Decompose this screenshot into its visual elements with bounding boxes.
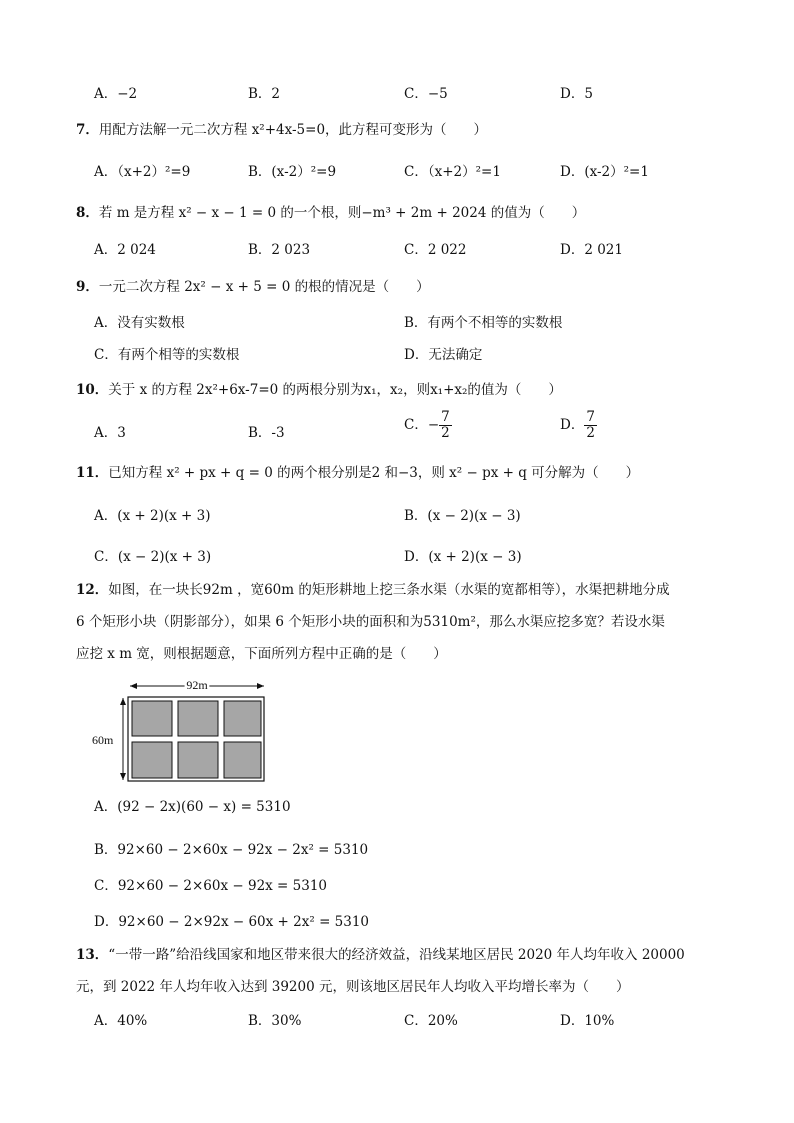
q12-option-b: B．92×60 − 2×60x − 92x − 2x² = 5310 [94,842,369,858]
q9-stem [76,275,430,295]
q10-option-c-fraction [439,410,452,441]
q6-option-c: C．−5 [404,86,448,102]
q10-d-denominator: 2 [586,425,595,441]
q10-option-c-label: C．− [404,417,440,433]
q6-option-a: A．−2 [94,86,138,102]
q7-option-d: D．(x-2）²=1 [560,164,649,180]
q10-d-numerator: 7 [586,409,595,425]
height-arrow-bottom [120,773,126,780]
q10-option-c [404,410,452,441]
plot-2 [178,701,218,736]
q10-c-denominator: 2 [441,425,450,441]
q11-option-b: B．(x − 2)(x − 3) [404,508,521,524]
q12-option-a: A．(92 − 2x)(60 − x) = 5310 [94,799,291,815]
q13-line-1 [76,939,716,971]
q12-stem [76,574,716,670]
q12-line-1 [76,574,716,606]
width-arrow-right [257,683,264,689]
q7-option-b: B．(x-2）²=9 [248,164,337,180]
q9-option-a: A．没有实数根 [94,315,185,331]
q13-text-1: “一带一路”给沿线国家和地区带来很大的经济效益，沿线某地区居民 2020 年人均年收入 20000 [108,947,685,963]
q8-text: 若 m 是方程 x² − x − 1 = 0 的一个根，则−m³ + 2m + 2024 的值为（ ） [98,205,586,221]
q12-line-2: 6 个矩形小块（阴影部分），如果 6 个矩形小块的面积和为5310m²，那么水渠应挖多宽？若设水渠 [76,614,665,630]
q13-option-b: B．30% [248,1013,302,1029]
plot-1 [132,701,172,736]
q7-option-a: A．（x+2）²=9 [94,164,191,180]
q10-option-d-label: D． [560,417,585,433]
q13-line-2: 元，到 2022 年人均年收入达到 39200 元，则该地区居民年人均收入平均增长率为（ ） [76,979,630,995]
height-arrow-top [120,698,126,705]
q10-c-numerator: 7 [441,409,450,425]
q9-option-d: D．无法确定 [404,347,483,363]
q8-option-a: A．2 024 [94,242,156,258]
q8-option-b: B．2 023 [248,242,311,258]
q10-stem [76,378,562,398]
q13-stem [76,939,716,1003]
height-label: 60m [92,733,114,747]
q12-text-1: 如图，在一块长92m ，宽60m 的矩形耕地上挖三条水渠（水渠的宽都相等），水渠把耕地分成 [108,582,670,598]
q13-option-a: A．40% [94,1013,148,1029]
q10-option-d-fraction [584,410,597,441]
rectangle-field-figure [92,676,278,786]
plot-3 [224,701,261,736]
q10-text: 关于 x 的方程 2x²+6x-7=0 的两根分别为x₁，x₂，则x₁+x₂的值为（ ） [108,382,562,398]
q10-option-d [560,410,597,441]
plot-4 [132,742,172,778]
q11-text: 已知方程 x² + px + q = 0 的两个根分别是2 和−3，则 x² − px + q 可分解为（ ） [108,465,640,481]
q8-option-d: D．2 021 [560,242,623,258]
q8-option-c: C．2 022 [404,242,467,258]
q12-option-c: C．92×60 − 2×60x − 92x = 5310 [94,878,328,894]
q8-stem [76,201,585,221]
q11-option-c: C．(x − 2)(x + 3) [94,549,212,565]
plot-6 [224,742,261,778]
q9-option-b: B．有两个不相等的实数根 [404,315,563,331]
width-label: 92m [186,678,208,692]
q10-option-a: A．3 [94,425,126,441]
q12-number: 12． [76,582,109,598]
q13-option-c: C．20% [404,1013,458,1029]
q11-stem [76,461,639,481]
q11-number: 11． [76,465,109,481]
q11-option-a: A．(x + 2)(x + 3) [94,508,211,524]
q6-option-d: D．5 [560,86,593,102]
q8-number: 8． [76,205,99,221]
width-arrow-left [130,683,137,689]
q12-option-d: D．92×60 − 2×92x − 60x + 2x² = 5310 [94,914,370,930]
q10-number: 10． [76,382,109,398]
q12-line-3: 应挖 x m 宽，则根据题意，下面所列方程中正确的是（ ） [76,646,447,662]
q10-option-b: B．-3 [248,425,285,441]
plot-5 [178,742,218,778]
q13-number: 13． [76,947,109,963]
q6-option-b: B．2 [248,86,281,102]
q13-option-d: D．10% [560,1013,615,1029]
q11-option-d: D．(x + 2)(x − 3) [404,549,522,565]
q9-number: 9． [76,279,99,295]
q9-option-c: C．有两个相等的实数根 [94,347,240,363]
q7-number: 7． [76,122,99,138]
q7-text: 用配方法解一元二次方程 x²+4x-5=0，此方程可变形为（ ） [98,122,488,138]
q9-text: 一元二次方程 2x² − x + 5 = 0 的根的情况是（ ） [98,279,430,295]
q7-stem [76,118,487,138]
q7-option-c: C．（x+2）²=1 [404,164,501,180]
